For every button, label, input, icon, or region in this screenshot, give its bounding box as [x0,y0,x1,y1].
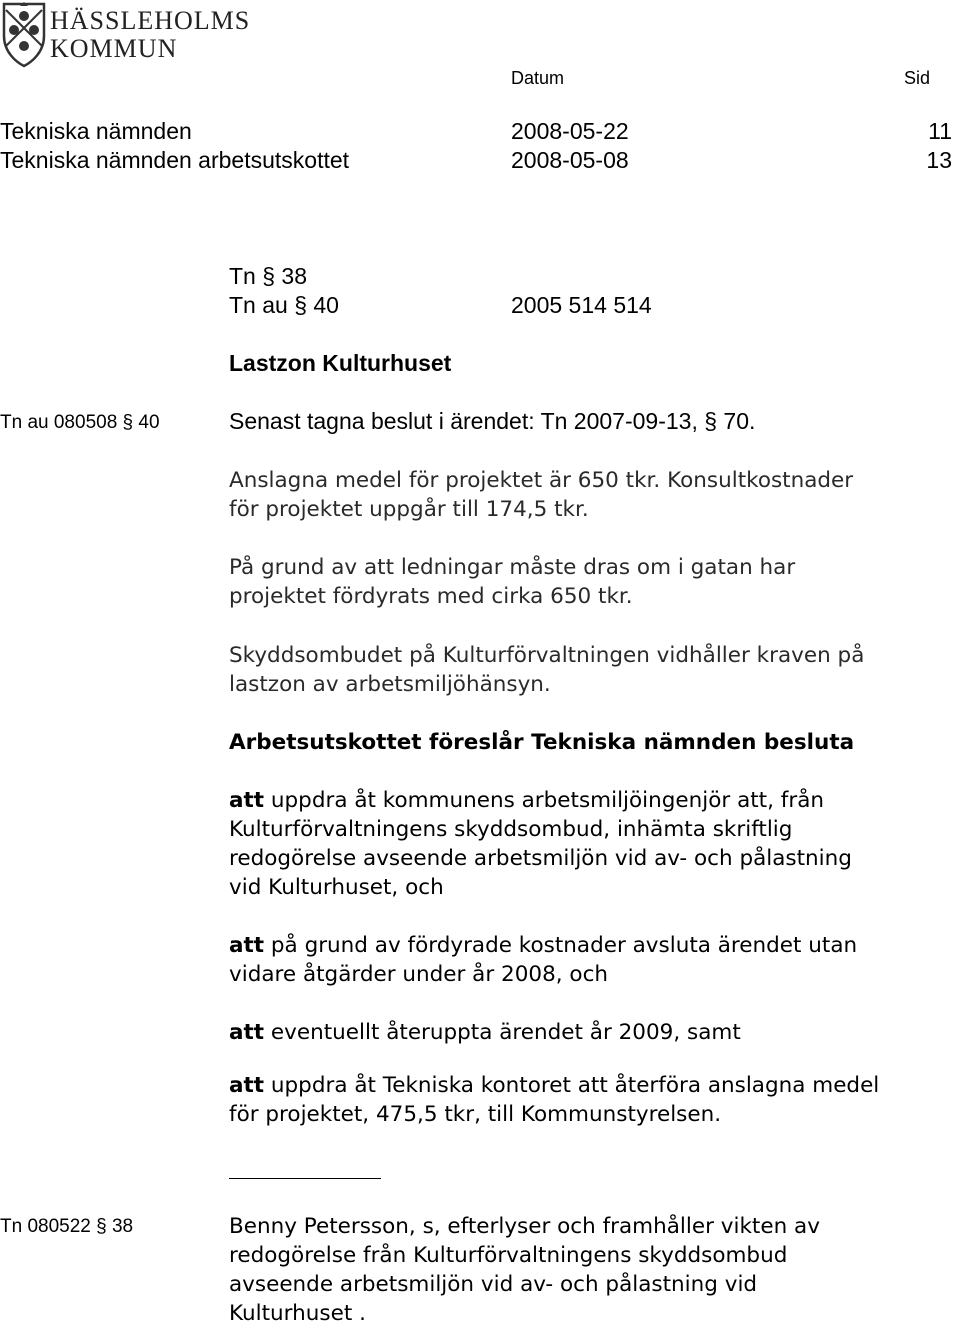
paragraph-line: avseende arbetsmiljön vid av- och pålastning vid [229,1272,758,1297]
att-clause-line [229,1018,741,1047]
paragraph-line: Anslagna medel för projektet är 650 tkr. Konsultkostnader [229,468,854,493]
case-diarienr: 2005 514 514 [511,292,652,318]
clause-text: redogörelse avseende arbetsmiljön vid av- och pålastning [229,846,852,871]
case-title: Lastzon Kulturhuset [229,350,452,376]
municipality-logo [0,0,251,70]
clause-text: uppdra åt kommunens arbetsmiljöingenjör att, från [264,788,824,813]
paragraph-line: Skyddsombudet på Kulturförvaltningen vidhåller kraven på [229,643,865,668]
att-clause-line [229,786,824,815]
att-keyword: att [229,788,265,813]
att-clause-line [229,931,857,960]
sid-label: Sid [903,68,930,88]
meeting-page: 13 [926,147,952,173]
clause-text: på grund av fördyrade kostnader avsluta ärendet utan [264,933,858,958]
datum-label: Datum [511,68,565,88]
side-reference: Tn 080522 § 38 [0,1216,134,1237]
paragraph-line: projektet fördyrats med cirka 650 tkr. [229,584,633,609]
paragraph-line: På grund av att ledningar måste dras om i gatan har [229,555,796,580]
proposal-heading: Arbetsutskottet föreslår Tekniska nämnden besluta [229,730,855,755]
att-keyword: att [229,1073,265,1098]
previous-decision: Senast tagna beslut i ärendet: Tn 2007-09-13, § 70. [229,408,756,434]
meeting-date: 2008-05-22 [511,118,629,144]
meeting-name: Tekniska nämnden [0,118,192,144]
clause-text: eventuellt återuppta ärendet år 2009, samt [264,1020,741,1045]
logo-line-2: KOMMUN [50,34,178,63]
paragraph-line: Kulturhuset . [229,1301,366,1326]
paragraph-line: för projektet uppgår till 174,5 tkr. [229,497,589,522]
coat-of-arms-icon [2,2,46,68]
paragraph-line: Benny Petersson, s, efterlyser och framhåller vikten av [229,1214,820,1239]
att-clause-line [229,1071,879,1100]
clause-text: vidare åtgärder under år 2008, och [229,962,609,987]
case-tn-au: Tn au § 40 [229,292,339,318]
meeting-name: Tekniska nämnden arbetsutskottet [0,147,350,173]
separator-line [229,1178,381,1179]
meeting-date: 2008-05-08 [511,147,629,173]
att-keyword: att [229,1020,265,1045]
clause-text: vid Kulturhuset, och [229,875,444,900]
clause-text: Kulturförvaltningens skyddsombud, inhämta skriftlig [229,817,793,842]
clause-text: för projektet, 475,5 tkr, till Kommunstyrelsen. [229,1102,722,1127]
case-tn: Tn § 38 [229,263,307,289]
att-keyword: att [229,933,265,958]
meeting-page: 11 [928,118,952,144]
paragraph-line: redogörelse från Kulturförvaltningens skyddsombud [229,1243,788,1268]
logo-line-1: HÄSSLEHOLMS [50,6,251,35]
side-reference: Tn au 080508 § 40 [0,412,160,433]
clause-text: uppdra åt Tekniska kontoret att återföra anslagna medel [264,1073,880,1098]
paragraph-line: lastzon av arbetsmiljöhänsyn. [229,672,551,697]
